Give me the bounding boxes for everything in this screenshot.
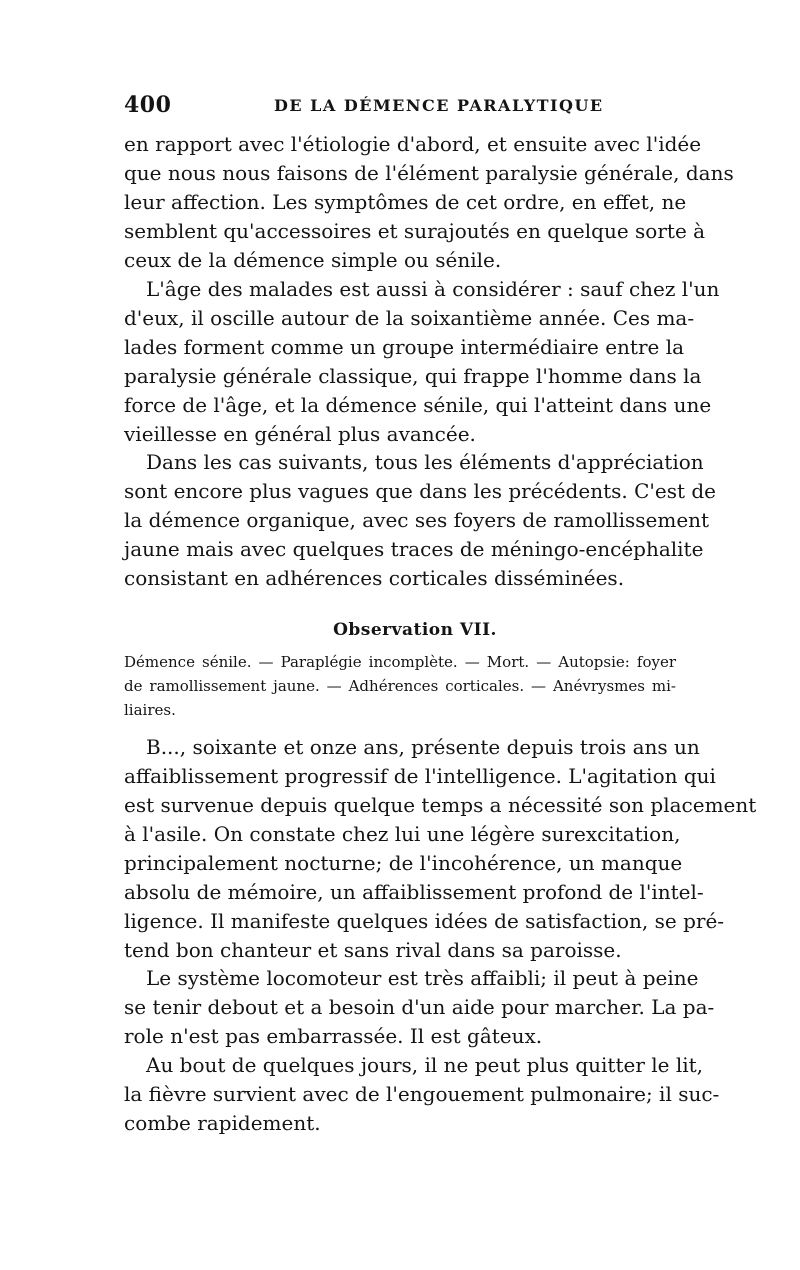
text-line: à l'asile. On constate chez lui une légère surexcitation, [124,822,681,846]
text-line: Au bout de quelques jours, il ne peut plus quitter le lit, [146,1053,704,1077]
observation-summary [124,650,676,722]
text-line: paralysie générale classique, qui frappe l'homme dans la [124,364,702,388]
text-line: absolu de mémoire, un affaiblissement profond de l'intel- [124,880,704,904]
paragraph-case-history [124,733,757,965]
text-line: lades forment comme un groupe intermédiaire entre la [124,335,685,359]
summary-line: de ramollissement jaune. — Adhérences corticales. — Anévrysmes mi- [124,677,676,695]
paragraph-cases [124,448,717,593]
text-line: sont encore plus vagues que dans les précédents. C'est de [124,479,717,503]
text-line: semblent qu'accessoires et surajoutés en quelque sorte à [124,219,706,243]
text-line: ligence. Il manifeste quelques idées de satisfaction, se pré- [124,909,725,933]
running-head: DE LA DÉMENCE PARALYTIQUE [274,96,604,115]
text-line: ceux de la démence simple ou sénile. [124,248,502,272]
text-line: B..., soixante et onze ans, présente depuis trois ans un [146,735,700,759]
text-line: en rapport avec l'étiologie d'abord, et ensuite avec l'idée [124,132,702,156]
text-line: que nous nous faisons de l'élément paralysie générale, dans [124,161,734,185]
paragraph-etiology [124,130,734,275]
text-line: se tenir debout et a besoin d'un aide pour marcher. La pa- [124,995,715,1019]
text-line: role n'est pas embarrassée. Il est gâteux. [124,1024,543,1048]
text-line: consistant en adhérences corticales disséminées. [124,566,625,590]
text-line: Dans les cas suivants, tous les éléments d'appréciation [146,450,704,474]
observation-title-text: Observation VII. [333,620,497,640]
paragraph-locomotor [124,964,715,1051]
text-line: est survenue depuis quelque temps a nécessité son placement [124,793,757,817]
text-line: force de l'âge, et la démence sénile, qui l'atteint dans une [124,393,712,417]
text-line: L'âge des malades est aussi à considérer : sauf chez l'un [146,277,720,301]
text-line: la démence organique, avec ses foyers de ramollissement [124,508,710,532]
page-number: 400 [124,92,172,118]
text-line: leur affection. Les symptômes de cet ordre, en effet, ne [124,190,687,214]
page-header [124,92,676,122]
text-line: d'eux, il oscille autour de la soixantième année. Ces ma- [124,306,695,330]
observation-title [0,620,800,640]
text-line: tend bon chanteur et sans rival dans sa paroisse. [124,938,622,962]
text-line: la fièvre survient avec de l'engouement pulmonaire; il suc- [124,1082,720,1106]
text-line: combe rapidement. [124,1111,321,1135]
text-line: affaiblissement progressif de l'intelligence. L'agitation qui [124,764,716,788]
paragraph-age [124,275,720,449]
text-line: principalement nocturne; de l'incohérence, un manque [124,851,683,875]
summary-line: liaires. [124,701,176,719]
text-line: jaune mais avec quelques traces de méningo-encéphalite [124,537,704,561]
text-line: vieillesse en général plus avancée. [124,422,476,446]
summary-line: Démence sénile. — Paraplégie incomplète. — Mort. — Autopsie: foyer [124,653,676,671]
text-line: Le système locomoteur est très affaibli; il peut à peine [146,966,699,990]
paragraph-outcome [124,1051,720,1138]
